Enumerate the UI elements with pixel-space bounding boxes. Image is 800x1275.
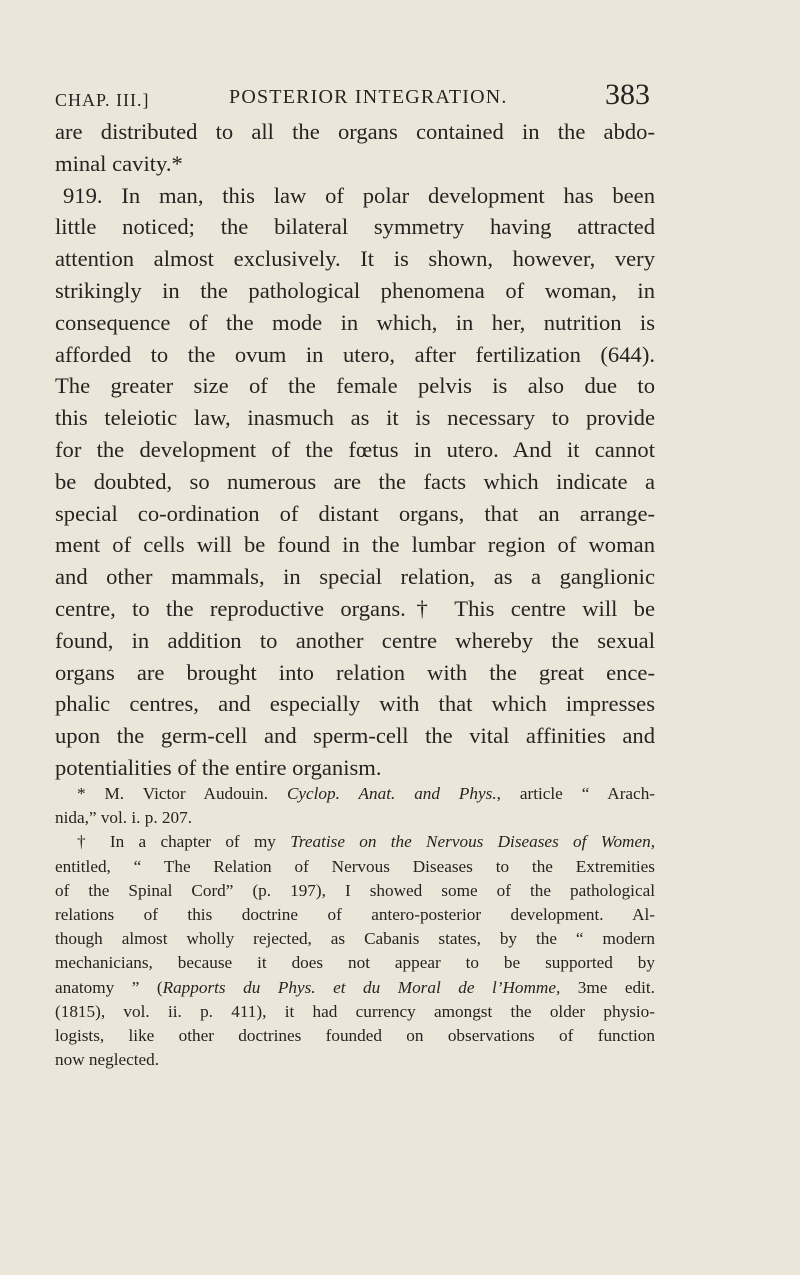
footnote-1-lead: * M. Victor Audouin.	[77, 784, 269, 803]
footnote-1-line	[55, 782, 655, 806]
footnote-1-line: nida,” vol. i. p. 207.	[55, 808, 193, 828]
body-line: found, in addition to another centre whereby the sexual	[55, 627, 655, 653]
body-line: organs are brought into relation with the great ence-	[55, 659, 655, 685]
footnote-1-tail: , article “ Arach-	[496, 784, 656, 803]
running-title: POSTERIOR INTEGRATION.	[229, 86, 508, 108]
body-line: afforded to the ovum in utero, after fertilization (644).	[55, 341, 655, 367]
footnote-2-anatomy: anatomy ” (	[55, 977, 163, 997]
body-line: minal cavity.*	[55, 150, 183, 176]
footnote-2-line: of the Spinal Cord” (p. 197), I showed some of the pathological	[55, 880, 655, 900]
body-line: consequence of the mode in which, in her, nutrition is	[55, 309, 655, 335]
page-number: 383	[605, 78, 650, 111]
body-line: The greater size of the female pelvis is also due to	[55, 373, 655, 399]
body-line: special co-ordination of distant organs, that an arrange-	[55, 500, 655, 526]
footnote-2-edition: 3me edit.	[560, 977, 655, 997]
body-line: are distributed to all the organs contained in the abdo-	[55, 119, 655, 144]
footnote-2-line: relations of this doctrine of antero-posterior development. Al-	[55, 905, 655, 925]
body-line: this teleiotic law, inasmuch as it is necessary to provide	[55, 405, 655, 431]
body-line: centre, to the reproductive organs.† This centre will be	[55, 595, 655, 621]
body-line: be doubted, so numerous are the facts which indicate a	[55, 468, 655, 494]
body-line: little noticed; the bilateral symmetry having attracted	[55, 214, 655, 240]
body-line: upon the germ-cell and sperm-cell the vital affinities and	[55, 723, 655, 749]
footnote-2-line: (1815), vol. ii. p. 411), it had currency amongst the older physio-	[55, 1001, 655, 1021]
footnote-2-line: though almost wholly rejected, as Cabanis states, by the “ modern	[55, 929, 655, 949]
body-text	[55, 116, 655, 784]
footnote-2-line: entitled, “ The Relation of Nervous Diseases to the Extremities	[55, 856, 655, 876]
footnote-2-line: now neglected.	[55, 1050, 160, 1070]
body-line: ment of cells will be found in the lumbar region of woman	[55, 532, 655, 558]
footnote-2-lead: † In a chapter of my	[77, 832, 276, 852]
body-line: phalic centres, and especially with that which impresses	[55, 691, 655, 717]
footnote-2-source: Treatise on the Nervous Diseases of Women,	[290, 832, 655, 852]
body-line: for the development of the fœtus in utero. And it cannot	[55, 436, 655, 462]
footnote-2-line: logists, like other doctrines founded on observations of function	[55, 1026, 655, 1046]
footnote-2-line	[55, 976, 655, 1000]
body-line: potentialities of the entire organism.	[55, 754, 382, 780]
footnote-2-line: mechanicians, because it does not appear to be supported by	[55, 953, 655, 973]
footnote-2-line	[55, 830, 655, 854]
footnotes	[55, 782, 655, 1072]
body-line: strikingly in the pathological phenomena of woman, in	[55, 277, 655, 303]
footnote-1-source: Cyclop. Anat. and Phys.	[286, 784, 497, 803]
body-line: attention almost exclusively. It is shown, however, very	[55, 246, 655, 272]
footnote-2-rapports: Rapports du Phys. et du Moral de l’Homme,	[162, 977, 561, 997]
body-line: 919. In man, this law of polar development has been	[63, 182, 655, 208]
body-line: and other mammals, in special relation, as a ganglionic	[55, 564, 655, 590]
running-head	[55, 78, 650, 116]
chapter-label: CHAP. III.]	[55, 90, 150, 110]
